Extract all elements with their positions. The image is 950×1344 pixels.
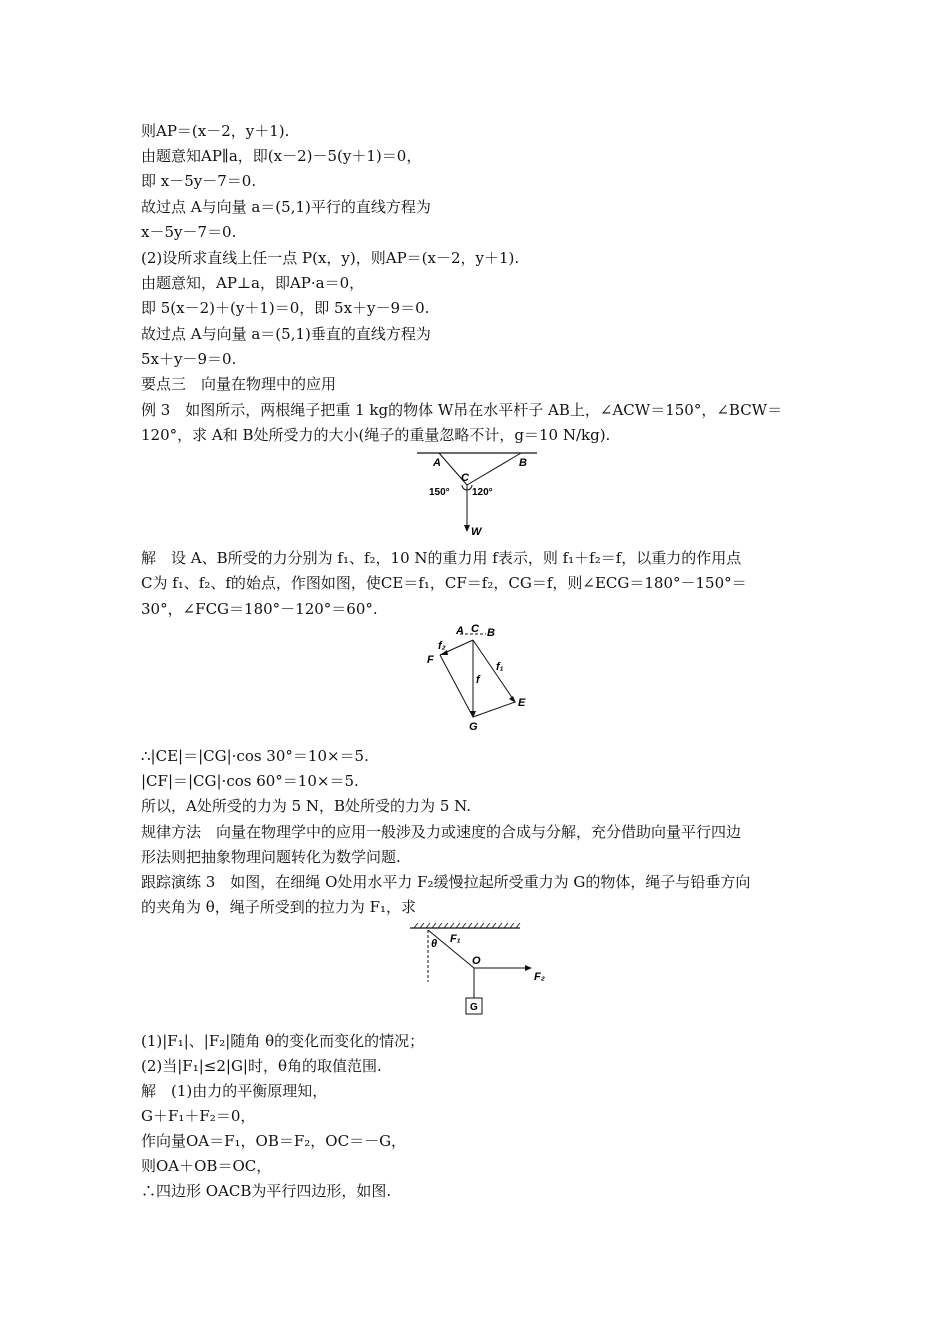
text-line: 故过点 A与向量 a＝(5,1)平行的直线方程为 — [141, 198, 431, 216]
text-line: 由题意知，AP⊥a，即AP·a＝0， — [141, 274, 365, 292]
label-o: O — [472, 955, 481, 967]
label-c: C — [461, 472, 469, 484]
text-line: 跟踪演练 3 如图，在细绳 O处用水平力 F₂缓慢拉起所受重力为 G的物体，绳子与铅垂方向 — [141, 873, 751, 891]
text-line: |CF|＝|CG|·cos 60°＝10×＝5. — [141, 772, 359, 790]
text-line: (1)|F₁|、|F₂|随角 θ的变化而变化的情况； — [141, 1032, 425, 1050]
label-f1: F₁ — [450, 933, 461, 945]
text-line: ∴|CE|＝|CG|·cos 30°＝10×＝5. — [141, 747, 369, 765]
label-b: B — [487, 627, 495, 639]
figure-force-parallelogram — [420, 620, 535, 738]
figure-rope-diagram — [415, 447, 540, 539]
text-line: 形法则把抽象物理问题转化为数学问题. — [141, 848, 401, 866]
text-line: 例 3 如图所示，两根绳子把重 1 kg的物体 W吊在水平杆子 AB上，∠ACW＝150°，∠BCW＝ — [141, 401, 783, 419]
text-line: C为 f₁、f₂、f的始点，作图如图，使CE＝f₁，CF＝f₂，CG＝f，则∠ECG＝180°－150°＝ — [141, 574, 747, 592]
line-fg — [440, 655, 473, 717]
text-line: 解 (1)由力的平衡原理知， — [141, 1082, 328, 1100]
text-line: 即 5(x－2)＋(y＋1)＝0，即 5x＋y－9＝0. — [141, 299, 430, 317]
label-f2: f₂ — [438, 640, 446, 652]
label-f1: f₁ — [496, 661, 504, 673]
text-line: 由题意知AP∥a，即(x－2)－5(y＋1)＝0， — [141, 147, 422, 165]
text-line: 5x＋y－9＝0. — [141, 350, 237, 368]
text-line: 规律方法 向量在物理学中的应用一般涉及力或速度的合成与分解，充分借助向量平行四边 — [141, 823, 742, 841]
label-f: f — [476, 674, 480, 686]
line-ge — [473, 702, 515, 717]
text-line: 的夹角为 θ，绳子所受到的拉力为 F₁，求 — [141, 898, 416, 916]
rope-bc — [467, 453, 521, 485]
text-line: 120°，求 A和 B处所受力的大小(绳子的重量忽略不计，g＝10 N/kg). — [141, 426, 611, 444]
text-line: (2)当|F₁|≤2|G|时，θ角的取值范围. — [141, 1057, 382, 1075]
label-f-point: F — [427, 654, 434, 666]
arrow-head — [525, 965, 532, 971]
label-g: G — [470, 1002, 478, 1013]
section-heading: 要点三 向量在物理中的应用 — [141, 375, 337, 393]
ceiling-hatch — [414, 923, 520, 928]
text-line: 即 x－5y－7＝0. — [141, 172, 257, 190]
label-g: G — [469, 721, 478, 733]
label-a: A — [456, 625, 464, 637]
text-line: 30°，∠FCG＝180°－120°＝60°. — [141, 600, 378, 618]
label-e: E — [518, 697, 526, 709]
label-theta: θ — [431, 938, 438, 950]
label-w: W — [471, 526, 482, 538]
figure-rope-pull — [408, 920, 558, 1020]
text-line: x－5y－7＝0. — [141, 223, 237, 241]
text-line: 则OA＋OB＝OC， — [141, 1157, 272, 1175]
label-b: B — [519, 457, 527, 469]
text-line: 故过点 A与向量 a＝(5,1)垂直的直线方程为 — [141, 325, 431, 343]
label-angle-120: 120° — [472, 487, 493, 498]
label-c: C — [471, 623, 479, 635]
text-line: ∴四边形 OACB为平行四边形，如图. — [141, 1182, 392, 1200]
label-a: A — [433, 457, 441, 469]
text-line: 所以，A处所受的力为 5 N，B处所受的力为 5 N. — [141, 797, 472, 815]
text-line: G＋F₁＋F₂＝0， — [141, 1107, 256, 1125]
label-angle-150: 150° — [429, 487, 450, 498]
text-line: (2)设所求直线上任一点 P(x，y)，则AP＝(x－2，y＋1). — [141, 249, 520, 267]
text-line: 则AP＝(x－2，y＋1). — [141, 122, 290, 140]
text-line: 解 设 A、B所受的力分别为 f₁、f₂，10 N的重力用 f表示，则 f₁＋f₂＝f，以重力的作用点 — [141, 549, 742, 567]
label-f2: F₂ — [534, 971, 545, 983]
arrow-head — [464, 525, 470, 532]
vector-f1 — [473, 640, 515, 702]
text-line: 作向量OA＝F₁，OB＝F₂，OC＝－G， — [141, 1132, 407, 1150]
